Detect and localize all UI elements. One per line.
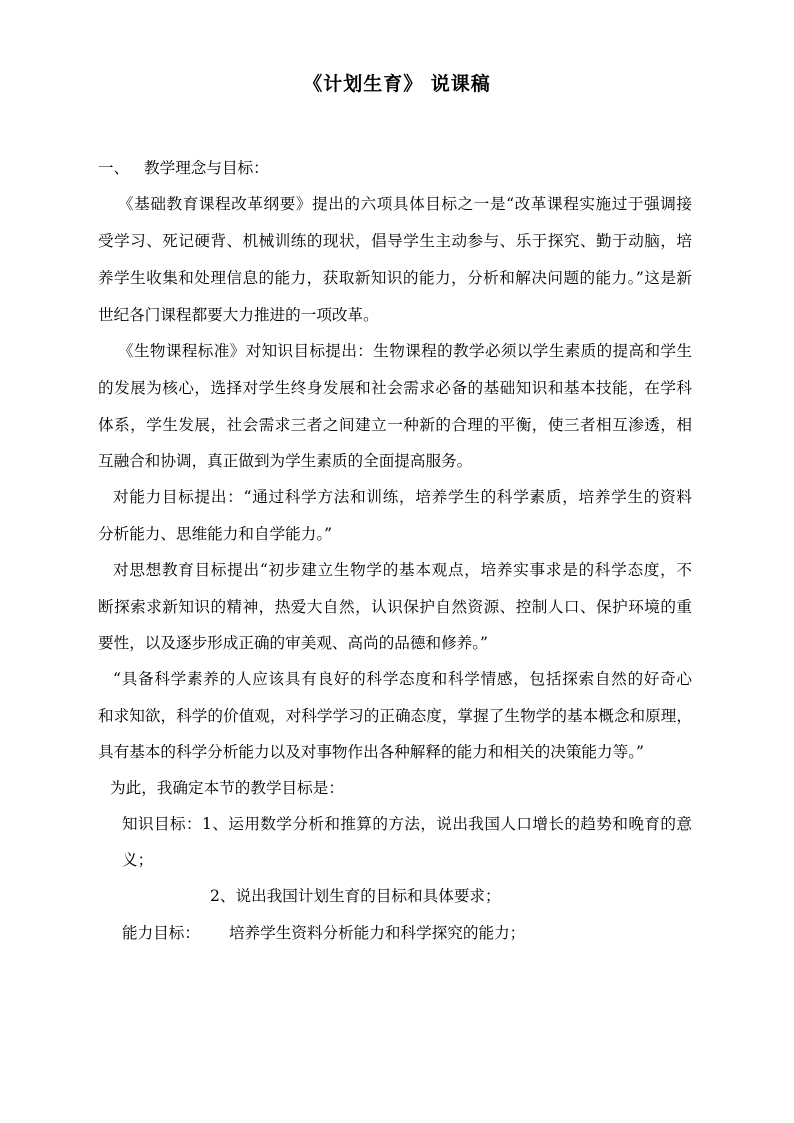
paragraph-4-line-2: 断探索求新知识的精神，热爱大自然，认识保护自然资源、控制人口、保护环境的重 — [98, 598, 692, 616]
paragraph-2-line-4: 互融合和协调，真正做到为学生素质的全面提高服务。 — [98, 452, 473, 470]
paragraph-1-line-3: 养学生收集和处理信息的能力，获取新知识的能力，分析和解决问题的能力。”这是新 — [98, 269, 692, 287]
paragraph-1-line-4: 世纪各门课程都要大力推进的一项改革。 — [98, 306, 379, 324]
section-heading — [98, 157, 269, 179]
paragraph-2-line-3: 体系，学生发展，社会需求三者之间建立一种新的合理的平衡，使三者相互渗透，相 — [98, 416, 692, 434]
paragraph-3-line-1: 对能力目标提出：“通过科学方法和训练，培养学生的科学素质，培养学生的资料 — [113, 488, 692, 506]
paragraph-1-line-2: 受学习、死记硬背、机械训练的现状，倡导学生主动参与、乐于探究、勤于动脑，培 — [98, 232, 692, 250]
paragraph-4-line-3: 要性，以及逐步形成正确的审美观、高尚的品德和修养。” — [98, 634, 489, 652]
paragraph-6-line-1: 为此，我确定本节的教学目标是： — [110, 779, 344, 797]
knowledge-goal-item-2: 2、说出我国计划生育的目标和具体要求； — [210, 887, 501, 905]
ability-goal — [122, 922, 525, 944]
paragraph-3-line-2: 分析能力、思维能力和自学能力。” — [98, 525, 333, 543]
document-title: 《计划生育》 说课稿 — [303, 73, 491, 95]
section-number: 一、 — [98, 159, 130, 177]
paragraph-2-line-2: 的发展为核心，选择对学生终身发展和社会需求必备的基础知识和基本技能，在学科 — [98, 379, 692, 397]
paragraph-1-line-1: 《基础教育课程改革纲要》提出的六项具体目标之一是“改革课程实施过于强调接 — [118, 195, 692, 213]
paragraph-5-line-2: 和求知欲，科学的价值观，对科学学习的正确态度，掌握了生物学的基本概念和原理， — [98, 707, 692, 725]
ability-goal-label: 能力目标： — [122, 924, 200, 942]
paragraph-5-line-1: “具备科学素养的人应该具有良好的科学态度和科学情感，包括探索自然的好奇心 — [113, 670, 692, 688]
knowledge-goal-line-1: 知识目标：1、运用数学分析和推算的方法，说出我国人口增长的趋势和晚育的意 — [122, 815, 692, 833]
paragraph-2-line-1: 《生物课程标准》对知识目标提出：生物课程的教学必须以学生素质的提高和学生 — [118, 342, 692, 360]
section-heading-text: 教学理念与目标： — [144, 159, 269, 177]
knowledge-goal-line-2: 义； — [122, 851, 154, 869]
ability-goal-text: 培养学生资料分析能力和科学探究的能力； — [228, 924, 526, 942]
paragraph-4-line-1: 对思想教育目标提出“初步建立生物学的基本观点，培养实事求是的科学态度，不 — [113, 561, 692, 579]
paragraph-5-line-3: 具有基本的科学分析能力以及对事物作出各种解释的能力和相关的决策能力等。” — [98, 743, 644, 761]
